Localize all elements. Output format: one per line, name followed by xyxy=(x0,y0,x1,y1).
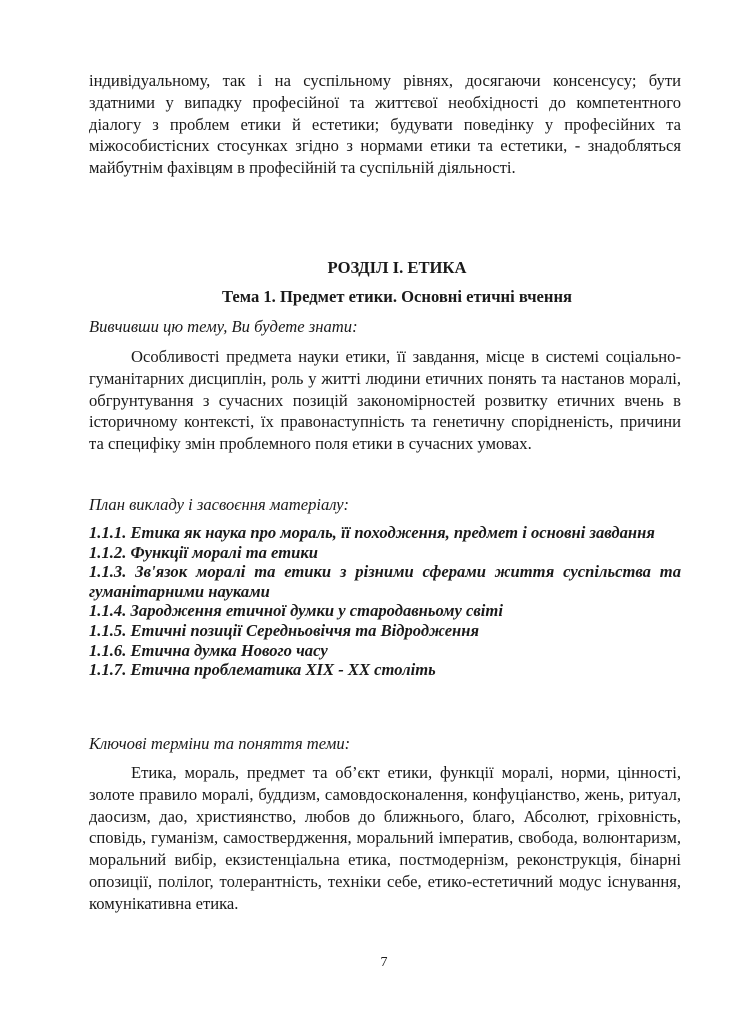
plan-item: 1.1.5. Етичні позиції Середньовіччя та Відродження xyxy=(89,620,480,640)
plan-item: 1.1.1. Етика як наука про мораль, її походження, предмет і основні завдання xyxy=(89,523,655,542)
plan-label: План викладу і засвоєння матеріалу: xyxy=(89,495,349,514)
terms-label: Ключові терміни та поняття теми: xyxy=(89,734,351,753)
learn-paragraph: Особливості предмета науки етики, її завдання, місце в системі соціально-гуманітарних дисциплін, роль у житті людини етичних понять та настанов моралі, обгрунтування з сучасних позицій закономірностей розвитку етичних вчень в історичному контексті, їх правонаступність та генетичну спорідненість, причини та специфіку змін проблемного поля етики в сучасних умовах. xyxy=(89,347,681,454)
plan-list xyxy=(89,523,681,680)
plan-item: 1.1.4. Зародження етичної думки у стародавньому світі xyxy=(89,601,503,621)
plan-item: 1.1.3. Зв'язок моралі та етики з різними сферами життя суспільства та гуманітарними науками xyxy=(89,562,681,601)
plan-item: 1.1.7. Етична проблематика ХІХ - ХХ століть xyxy=(89,660,436,680)
terms-paragraph: Етика, мораль, предмет та об’єкт етики, функції моралі, норми, цінності, золоте правило моралі, буддизм, самовдосконалення, конфуціанство, жень, ритуал, даосизм, дао, християнство, любов до ближнього, благо, Абсолют, гріховність, сповідь, гуманізм, самоствердження, моральний імператив, свобода, волюнтаризм, моральний вибір, екзистенціальна етика, постмодернізм, реконструкція, бінарні опозиції, полілог, толерантність, техніки себе, етико-естетичний модус існування, комунікативна етика. xyxy=(89,763,681,913)
plan-item: 1.1.6. Етична думка Нового часу xyxy=(89,640,328,660)
intro-paragraph: індивідуальному, так і на суспільному рівнях, досягаючи консенсусу; бути здатними у випадку професійної та життєвої необхідності до компетентного діалогу з проблем етики й естетики; будувати поведінку у професійних та міжособистісних стосунках згідно з нормами етики та естетики, - знадобляться майбутнім фахівцям в професійній та суспільній діяльності. xyxy=(89,71,681,178)
page-number: 7 xyxy=(380,955,388,970)
topic-title: Тема 1. Предмет етики. Основні етичні вчення xyxy=(221,287,573,306)
learn-label: Вивчивши цю тему, Ви будете знати: xyxy=(89,317,358,336)
section-title: РОЗДІЛ І. ЕТИКА xyxy=(327,258,467,277)
plan-item: 1.1.2. Функції моралі та етики xyxy=(89,542,318,562)
